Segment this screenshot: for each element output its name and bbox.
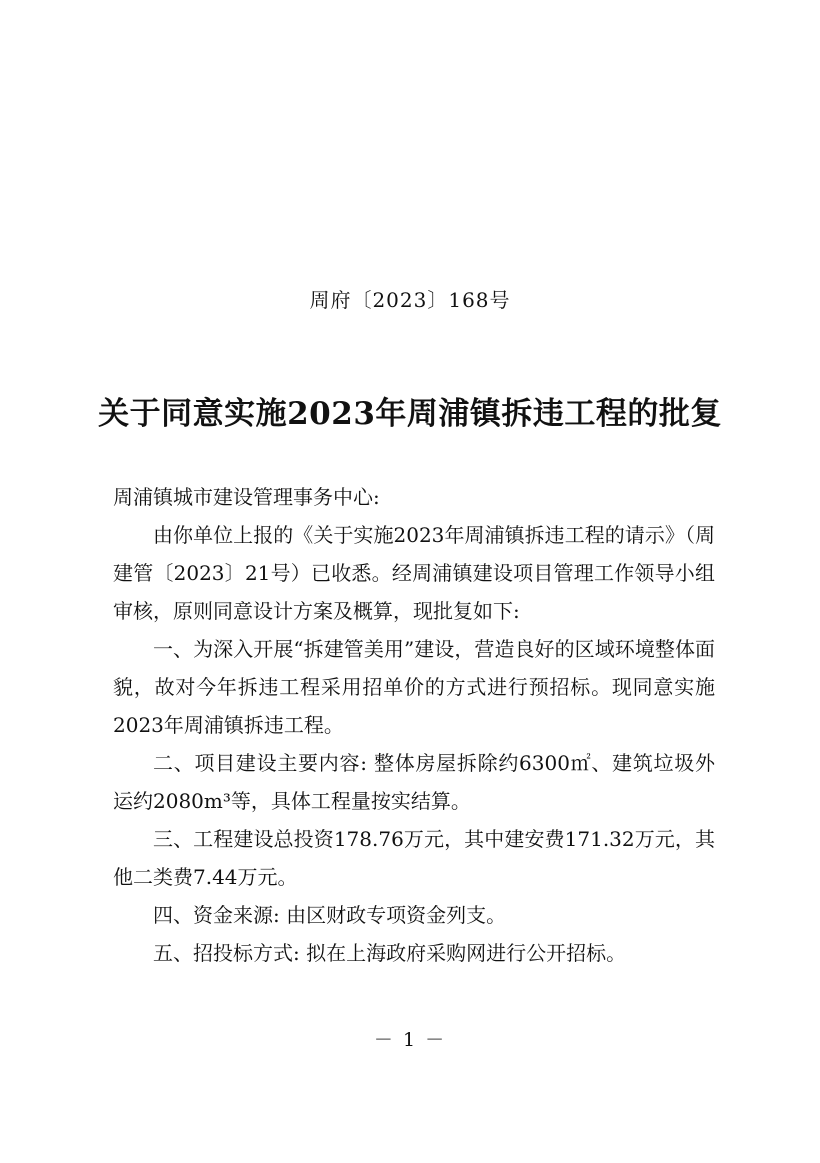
paragraph-intro: 由你单位上报的《关于实施2023年周浦镇拆违工程的请示》（周建管〔2023〕21号）已收悉。经周浦镇建设项目管理工作领导小组审核，原则同意设计方案及概算，现批复如下:: [113, 523, 715, 623]
paragraph-item-4: 四、资金来源: 由区财政专项资金列支。: [153, 903, 507, 927]
paragraph-item-3: 三、工程建设总投资178.76万元，其中建安费171.32万元，其他二类费7.44万元。: [113, 827, 715, 889]
page-number: － 1 －: [373, 1029, 447, 1051]
document-title: 关于同意实施2023年周浦镇拆违工程的批复: [98, 396, 722, 432]
document-number: 周府〔2023〕168号: [309, 288, 511, 312]
recipient-line: 周浦镇城市建设管理事务中心:: [113, 485, 380, 509]
paragraph-item-5: 五、招投标方式: 拟在上海政府采购网进行公开招标。: [153, 941, 627, 965]
paragraph-item-1: 一、为深入开展“拆建管美用”建设，营造良好的区域环境整体面貌，故对今年拆违工程采用招单价的方式进行预招标。现同意实施2023年周浦镇拆违工程。: [113, 637, 715, 737]
document-body: [113, 478, 715, 972]
paragraph-item-2: 二、项目建设主要内容: 整体房屋拆除约6300㎡、建筑垃圾外运约2080m³等，具体工程量按实结算。: [113, 751, 715, 813]
